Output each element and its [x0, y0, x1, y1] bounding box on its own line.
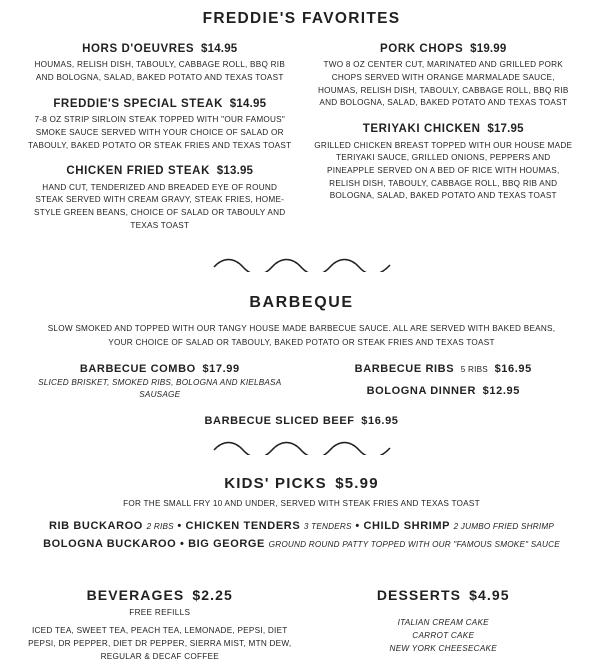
- menu-item-description: HOUMAS, RELISH DISH, TABOULY, CABBAGE ROLL, BBQ RIB AND BOLOGNA, SALAD, BAKED POTATO AND TEXAS TOAST: [34, 60, 286, 83]
- menu-item: [24, 164, 296, 232]
- favorites-section-title: FREDDIE'S FAVORITES: [202, 10, 401, 27]
- wave-divider-top: [212, 258, 392, 272]
- kids-line-2: [18, 537, 585, 553]
- barbeque-subtitle: SLOW SMOKED AND TOPPED WITH OUR TANGY HOUSE MADE BARBECUE SAUCE. ALL ARE SERVED WITH BAKED BEANS, YOUR CHOICE OF SALAD OR TABOULY, BAKED POTATO OR STEAK FRIES AND TEXAS TOAST: [47, 324, 556, 347]
- menu-item-price: $16.95: [494, 362, 532, 375]
- barbeque-columns: [18, 363, 585, 412]
- bullet-separator: •: [179, 538, 185, 551]
- menu-item: [308, 122, 580, 203]
- beverages-price: $2.25: [192, 587, 233, 604]
- menu-item: [24, 363, 296, 402]
- menu-item-name: CHILD SHRIMP: [363, 520, 450, 533]
- menu-item-name: PORK CHOPS: [380, 43, 464, 55]
- menu-item-name: RIB BUCKAROO: [48, 520, 143, 533]
- menu-item-heading: [24, 97, 296, 111]
- beverages-title: [24, 587, 296, 603]
- menu-item-description: HAND CUT, TENDERIZED AND BREADED EYE OF ROUND STEAK SERVED WITH CREAM GRAVY, STEAK FRIES, HOME-STYLE GREEN BEANS, CHOICE OF SALAD OR TABOULY AND TEXAS TOAST: [34, 182, 286, 230]
- bottom-columns: [18, 587, 585, 663]
- kids-subtitle: FOR THE SMALL FRY 10 AND UNDER, SERVED WITH STEAK FRIES AND TEXAS TOAST: [123, 499, 480, 509]
- barbeque-right-column: [302, 363, 586, 412]
- menu-item-heading: [308, 363, 580, 375]
- menu-item-name: BARBECUE RIBS: [354, 362, 455, 375]
- menu-item-qualifier: 3 TENDERS: [303, 522, 352, 532]
- beverages-column: [18, 587, 302, 663]
- menu-item-heading: [308, 42, 580, 56]
- menu-item-price: $13.95: [216, 165, 254, 178]
- menu-item-description: TWO 8 OZ CENTER CUT, MARINATED AND GRILLED PORK CHOPS SERVED WITH ORANGE MARMALADE SAUCE, HOUMAS, RELISH DISH, TABOULY, CABBAGE ROLL, BBQ RIB AND BOLOGNA, SALAD, BAKED POTATO AND TEXAS TOAST: [317, 60, 569, 108]
- desserts-title: [308, 587, 580, 603]
- menu-item: [308, 363, 580, 375]
- menu-item-name: HORS D'OEUVRES: [82, 43, 195, 55]
- menu-item-price: $16.95: [361, 415, 399, 428]
- bullet-separator: •: [177, 520, 182, 533]
- menu-item-name: BOLOGNA DINNER: [366, 384, 477, 397]
- menu-item: [24, 97, 296, 152]
- menu-item-qualifier: 2 JUMBO FRIED SHRIMP: [453, 522, 555, 532]
- menu-item-description: GRILLED CHICKEN BREAST TOPPED WITH OUR HOUSE MADE TERIYAKI SAUCE, GRILLED ONIONS, PEPPERS AND PINEAPPLE SERVED ON A BED OF RICE WITH HOUMAS, RELISH DISH, TABOULY, CABBAGE ROLL, BBQ RIB AND BOLOGNA, SALAD, BAKED POTATO AND TEXAS TOAST: [314, 140, 573, 201]
- menu-item-qualifier: GROUND ROUND PATTY TOPPED WITH OUR "FAMOUS SMOKE" SAUCE: [268, 540, 560, 550]
- favorites-columns: [18, 42, 585, 244]
- dessert-item: ITALIAN CREAM CAKE: [397, 618, 489, 628]
- menu-item-heading: [308, 122, 580, 136]
- menu-item-price: $14.95: [229, 97, 267, 110]
- menu-item-price: $17.99: [202, 362, 240, 375]
- menu-item: [24, 42, 296, 85]
- beverages-subtitle: FREE REFILLS: [129, 608, 191, 618]
- favorites-right-column: [302, 42, 586, 244]
- desserts-title-text: DESSERTS: [376, 587, 462, 604]
- dessert-item: CARROT CAKE: [412, 631, 475, 641]
- menu-item-qualifier: 2 RIBS: [146, 522, 174, 532]
- menu-item-heading: [24, 42, 296, 56]
- menu-item-price: $14.95: [201, 43, 238, 55]
- menu-item-name: BARBECUE COMBO: [79, 362, 196, 375]
- menu-item-description: 7-8 OZ STRIP SIRLOIN STEAK TOPPED WITH "OUR FAMOUS" SMOKE SAUCE SERVED WITH YOUR CHOICE OF SALAD OR TABOULY, BAKED POTATO OR STEAK FRIES AND TEXAS TOAST: [28, 115, 292, 150]
- kids-section-title: [18, 475, 585, 492]
- bullet-separator: •: [355, 520, 360, 533]
- barbeque-section-title: BARBEQUE: [249, 294, 354, 312]
- menu-item-name: BIG GEORGE: [188, 538, 265, 551]
- favorites-left-column: [18, 42, 302, 244]
- menu-item: [308, 385, 580, 397]
- dessert-item: NEW YORK CHEESECAKE: [389, 644, 497, 654]
- kids-price: $5.99: [335, 475, 379, 493]
- beverages-list: ICED TEA, SWEET TEA, PEACH TEA, LEMONADE, PEPSI, DIET PEPSI, DR PEPPER, DIET DR PEPPER, SIERRA MIST, MTN DEW, REGULAR & DECAF COFFEE: [28, 626, 292, 662]
- beverages-title-text: BEVERAGES: [86, 587, 185, 604]
- menu-item: [308, 42, 580, 110]
- menu-item-name: TERIYAKI CHICKEN: [362, 123, 481, 136]
- menu-item-qualifier: 5 RIBS: [460, 364, 488, 374]
- menu-item-heading: [18, 415, 585, 427]
- menu-item-heading: [308, 385, 580, 397]
- menu-item-price: $19.99: [470, 43, 507, 55]
- kids-title-text: KIDS' PICKS: [224, 475, 327, 493]
- menu-item-description: SLICED BRISKET, SMOKED RIBS, BOLOGNA AND KIELBASA SAUSAGE: [38, 377, 282, 399]
- menu-item-name: BOLOGNA BUCKAROO: [43, 538, 177, 551]
- menu-item-heading: [24, 363, 296, 375]
- menu-item-price: $17.95: [487, 123, 524, 136]
- desserts-price: $4.95: [469, 587, 510, 604]
- menu-item-heading: [24, 164, 296, 178]
- menu-item-name: BARBECUE SLICED BEEF: [204, 415, 355, 428]
- desserts-column: [302, 587, 586, 663]
- menu-item-price: $12.95: [482, 384, 520, 397]
- menu-item-name: CHICKEN FRIED STEAK: [66, 165, 210, 178]
- kids-line-1: [18, 519, 585, 535]
- menu-item-name: CHICKEN TENDERS: [185, 520, 301, 533]
- barbeque-left-column: [18, 363, 302, 412]
- wave-divider-bottom: [212, 441, 392, 455]
- menu-item-name: FREDDIE'S SPECIAL STEAK: [53, 97, 223, 110]
